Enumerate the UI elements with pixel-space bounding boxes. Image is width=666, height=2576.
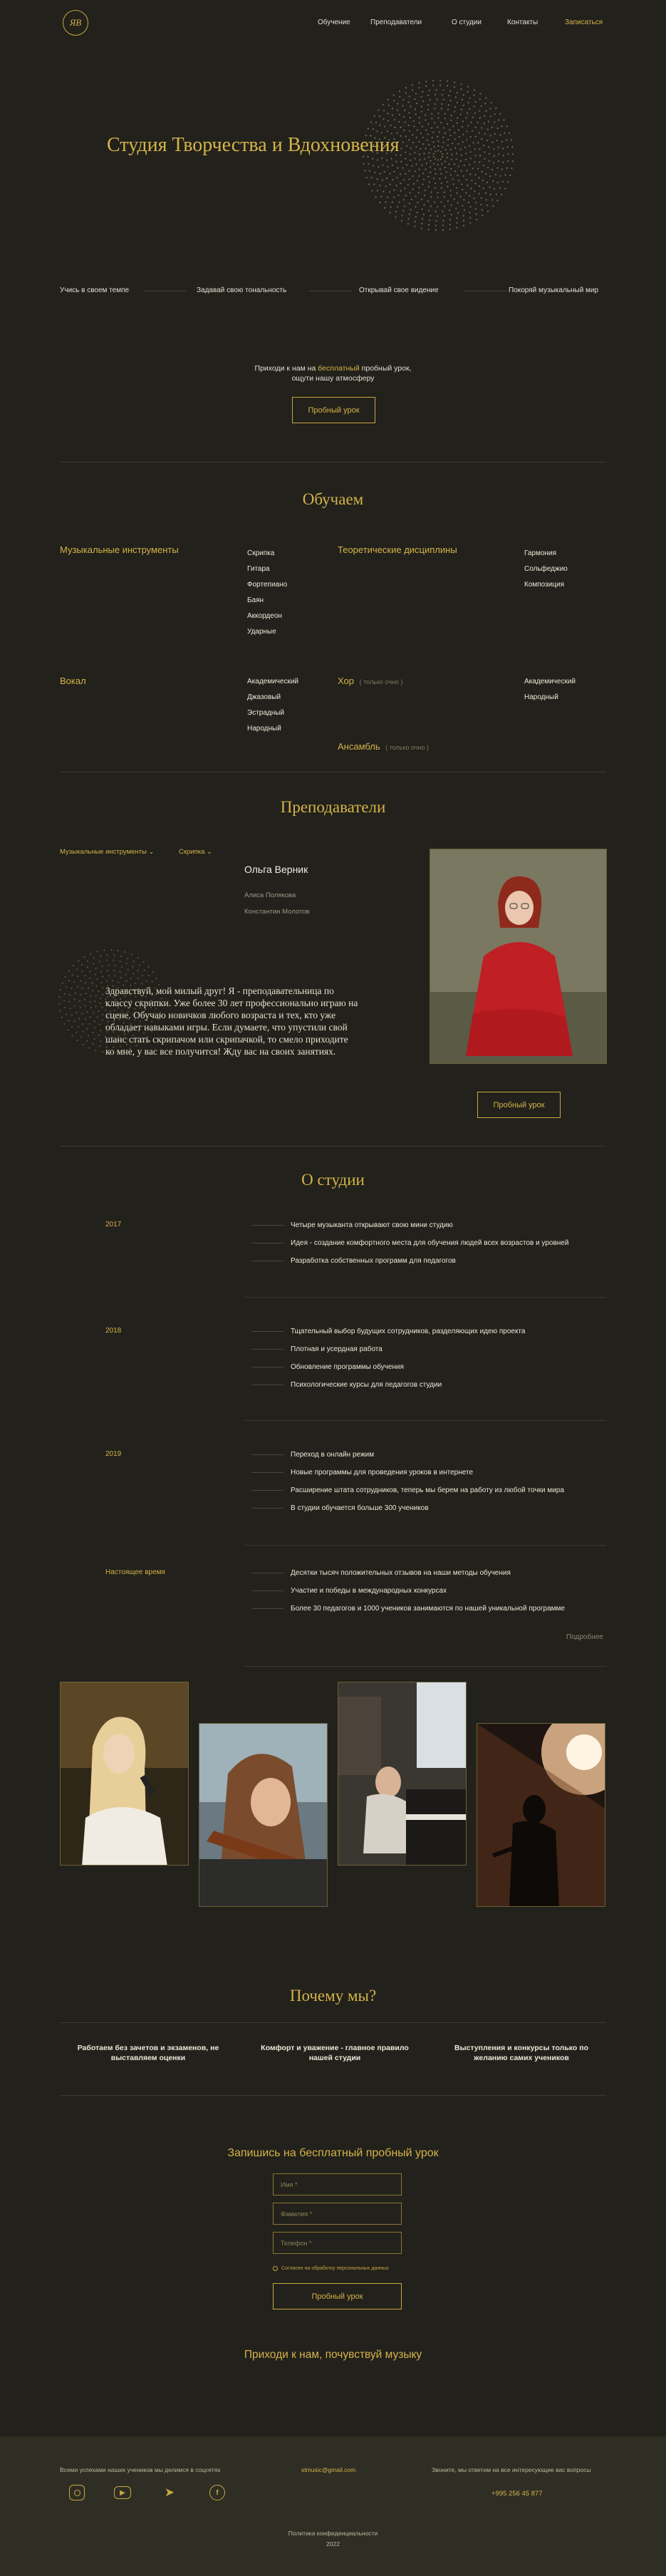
timeline-list [291, 1446, 564, 1517]
list-item[interactable]: Сольфеджио [524, 565, 568, 573]
timeline-item: Тщательный выбор будущих сотрудников, разделяющих идею проекта [291, 1323, 525, 1340]
gallery-photo-violinist [199, 1723, 328, 1907]
teacher-photo [430, 849, 607, 1064]
footer [0, 2436, 666, 2576]
timeline-item: Более 30 педагогов и 1000 учеников занимаются по нашей уникальной программе [291, 1600, 565, 1618]
timeline-list [291, 1216, 568, 1270]
nav-item-contacts[interactable]: Контакты [507, 19, 538, 26]
feature-3: Открывай свое видение [359, 286, 439, 294]
timeline-item: Идея - создание комфортного места для обучения людей всех возрастов и уровней [291, 1234, 568, 1252]
choir-note: ( только очно ) [359, 678, 403, 686]
teacher-quote: Здравствуй, мой милый друг! Я - преподавательница по классу скрипки. Уже более 30 лет профессионально играю на сцене. Обучаю новичков любого возраста и тех, кто уже обладает навыками игры. Если думаете, что упустили свой шанс стать скрипачом или скрипачкой, то смело приходите ко мне, у вас все получится! Жду вас на своих занятиях. [105, 986, 358, 1057]
filter-instruments-label: Музыкальные инструменты [60, 848, 147, 856]
list-item[interactable]: Аккордеон [247, 612, 282, 620]
timeline-item: Новые программы для проведения уроков в интернете [291, 1464, 564, 1481]
why-item: Работаем без зачетов и экзаменов, не выставляем оценки [77, 2044, 219, 2062]
nav-item-teaching[interactable]: Обучение [318, 19, 350, 26]
list-item[interactable]: Народный [247, 725, 281, 733]
hero-features [60, 286, 606, 301]
gallery-photo-singer [60, 1682, 189, 1866]
nav-item-about[interactable]: О студии [452, 19, 482, 26]
timeline-item: Переход в онлайн режим [291, 1446, 564, 1464]
timeline-item: Четыре музыканта открывают свою мини студию [291, 1216, 568, 1234]
hero-trial-button[interactable]: Пробный урок [292, 397, 375, 423]
invite-prefix: Приходи к нам на [254, 364, 318, 373]
timeline-item: Участие и победы в международных конкурсах [291, 1582, 565, 1600]
choir-category [338, 676, 402, 686]
teacher-item[interactable]: Алиса Полякова [244, 891, 296, 899]
vocal-list [247, 674, 298, 737]
list-item[interactable]: Народный [524, 693, 558, 701]
timeline-year: 2019 [105, 1450, 122, 1458]
why-item: Комфорт и уважение - главное правило нашей студии [261, 2044, 409, 2062]
consent-checkbox-row[interactable] [273, 2266, 389, 2271]
invite-highlight: бесплатный [318, 364, 360, 373]
timeline-year: 2017 [105, 1221, 122, 1228]
teachers-title: Преподаватели [280, 798, 386, 816]
footer-year: 2022 [326, 2540, 340, 2547]
filter-subject-label: Скрипка [179, 848, 205, 856]
feature-4: Покоряй музыкальный мир [509, 286, 599, 294]
filter-subject-dropdown[interactable] [179, 848, 212, 856]
choir-label: Хор [338, 676, 354, 686]
timeline-list [291, 1323, 525, 1394]
timeline-item: Расширение штата сотрудников, теперь мы берем на работу из любой точки мира [291, 1481, 564, 1499]
theory-list [524, 546, 568, 593]
list-item[interactable]: Скрипка [247, 549, 275, 557]
consent-label: Согласен на обработку персональных данных [281, 2266, 389, 2271]
signup-submit-button[interactable]: Пробный урок [273, 2283, 402, 2309]
invite-line2: ощути нашу атмосферу [291, 374, 375, 383]
invite-suffix: пробный урок, [359, 364, 412, 373]
list-item[interactable]: Композиция [524, 581, 565, 589]
vocal-category: Вокал [60, 676, 86, 686]
signup-title: Запишись на бесплатный пробный урок [227, 2147, 439, 2159]
list-item[interactable]: Гитара [247, 565, 270, 573]
instagram-icon[interactable] [69, 2485, 85, 2500]
choir-list [524, 674, 576, 705]
surname-field[interactable] [273, 2203, 402, 2225]
list-item[interactable]: Гармония [524, 549, 556, 557]
phone-field[interactable] [273, 2232, 402, 2254]
list-item[interactable]: Академический [524, 678, 576, 686]
list-item[interactable]: Эстрадный [247, 709, 285, 717]
timeline-item: Плотная и усердная работа [291, 1340, 525, 1358]
chevron-down-icon: ⌄ [148, 848, 155, 856]
timeline-year: 2018 [105, 1327, 122, 1335]
list-item[interactable]: Баян [247, 596, 264, 604]
youtube-icon[interactable]: ▶ [114, 2486, 131, 2499]
chevron-down-icon: ⌄ [207, 848, 213, 856]
gallery-photo-concert [477, 1723, 605, 1907]
footer-call-text: Звоните, мы ответим на все интересующие вас вопросы [432, 2466, 591, 2473]
logo[interactable]: ЯВ [63, 10, 88, 36]
filter-instruments-dropdown[interactable] [60, 848, 154, 856]
timeline-item: Разработка собственных программ для педагогов [291, 1252, 568, 1270]
about-more-link[interactable]: Подробнее [566, 1633, 603, 1641]
ensemble-category [338, 741, 429, 752]
teacher-active-name[interactable]: Ольга Верник [244, 864, 308, 875]
hero-invite-text [0, 363, 666, 383]
why-title: Почему мы? [289, 1987, 377, 2005]
name-field[interactable] [273, 2173, 402, 2195]
list-item[interactable]: Академический [247, 678, 299, 686]
ensemble-note: ( только очно ) [385, 744, 429, 751]
teacher-trial-button[interactable]: Пробный урок [477, 1092, 561, 1118]
nav-item-teachers[interactable]: Преподаватели [370, 19, 422, 26]
facebook-icon[interactable]: f [209, 2485, 225, 2500]
consent-checkbox[interactable] [273, 2266, 278, 2271]
hero-title: Студия Творчества и Вдохновения [107, 134, 400, 156]
gallery-photo-pianist [338, 1682, 467, 1866]
timeline-item: Психологические курсы для педагогов студии [291, 1376, 525, 1394]
signup-tagline: Приходи к нам, почувствуй музыку [244, 2349, 422, 2361]
footer-phone[interactable]: +995 256 45 877 [491, 2490, 543, 2498]
list-item[interactable]: Фортепиано [247, 581, 288, 589]
teacher-item[interactable]: Константин Молотов [244, 908, 310, 916]
ensemble-label: Ансамбль [338, 741, 380, 752]
why-item: Выступления и конкурсы только по желанию самих учеников [454, 2044, 588, 2062]
feature-2: Задавай свою тональность [197, 286, 287, 294]
privacy-link[interactable]: Политика конфиденциальности [288, 2530, 378, 2537]
instruments-category: Музыкальные инструменты [60, 544, 179, 555]
list-item[interactable]: Джазовый [247, 693, 281, 701]
timeline-year: Настоящее время [105, 1568, 165, 1576]
timeline-list [291, 1564, 565, 1618]
list-item[interactable]: Ударные [247, 628, 276, 636]
feature-1: Учись в своем темпе [60, 286, 130, 294]
timeline-item: В студии обучается больше 300 учеников [291, 1499, 564, 1517]
footer-email[interactable]: stmusic@gmail.com [301, 2466, 356, 2473]
instruments-list [247, 546, 287, 640]
teaching-title: Обучаем [302, 490, 364, 508]
telegram-icon[interactable]: ➤ [164, 2486, 175, 2499]
about-title: О студии [301, 1171, 365, 1189]
footer-social-text: Всеми успехами наших учеников мы делимся в соцсетях [60, 2466, 221, 2473]
nav-signup-link[interactable]: Записаться [565, 19, 603, 26]
timeline-item: Десятки тысяч положительных отзывов на наши методы обучения [291, 1564, 565, 1582]
timeline-item: Обновление программы обучения [291, 1358, 525, 1376]
theory-category: Теоретические дисциплины [338, 544, 457, 555]
